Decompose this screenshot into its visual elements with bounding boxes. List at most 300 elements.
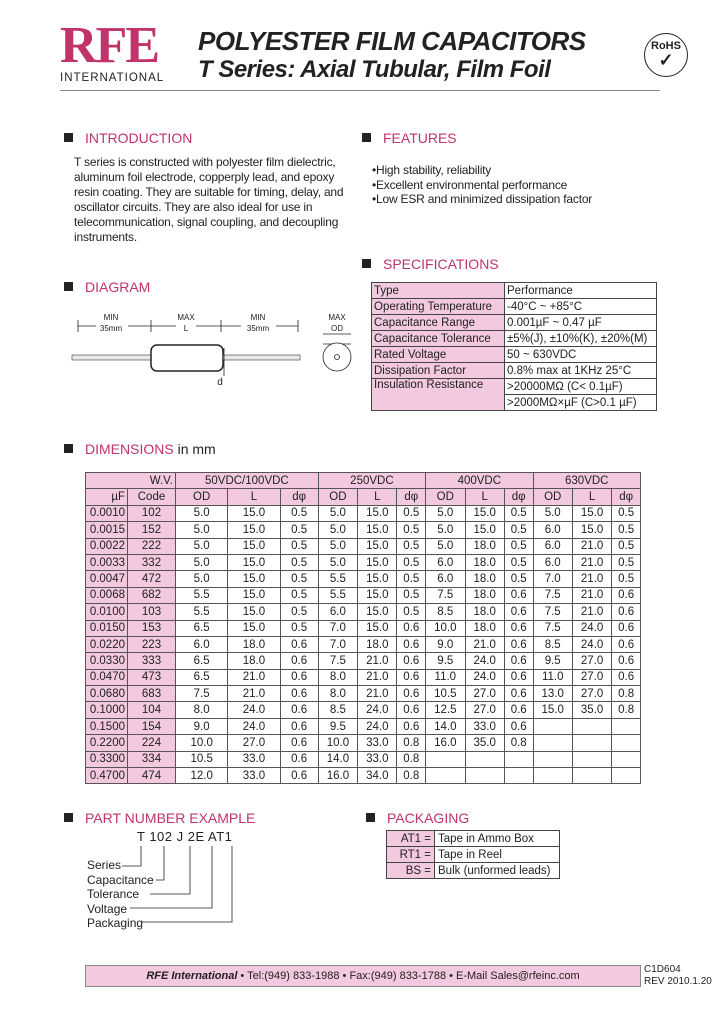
packaging-table — [386, 830, 560, 879]
diagram-d-label: d — [217, 377, 223, 388]
table-cell: 0.5 — [397, 587, 426, 603]
table-cell: 7.0 — [318, 636, 357, 652]
table-cell: 0.0150 — [86, 620, 128, 636]
table-cell: 0.0047 — [86, 571, 128, 587]
table-cell: 0.5 — [612, 554, 641, 570]
table-cell: 14.0 — [318, 751, 357, 767]
bullet-square-icon — [362, 259, 371, 268]
table-cell: 6.5 — [176, 620, 228, 636]
table-cell: 6.0 — [176, 636, 228, 652]
introduction-text: T series is constructed with polyester film dielectric, aluminum foil electrode, copperply lead, and epoxy resin coating. They are suitable for timing, delay, and oscillator circuits. They are also ideal for use in telecommunication, signal coupling, and decoupling instruments. — [74, 155, 344, 244]
diagram-max2-label: MAX — [328, 313, 346, 322]
rohs-badge — [644, 33, 688, 77]
list-item: Packaging — [87, 916, 144, 930]
table-cell: 5.0 — [533, 505, 572, 521]
diagram-min1-value: 35mm — [99, 324, 123, 333]
table-cell: 0.5 — [280, 587, 318, 603]
table-cell: 472 — [128, 571, 176, 587]
column-header: L — [465, 489, 504, 505]
table-cell: 6.5 — [176, 669, 228, 685]
table-cell: 0.5 — [280, 571, 318, 587]
table-cell: 18.0 — [465, 620, 504, 636]
list-item: Voltage — [87, 901, 128, 916]
table-cell: 5.5 — [318, 571, 357, 587]
table-row — [86, 620, 641, 636]
table-cell: 0.6 — [280, 686, 318, 702]
column-header: dφ — [504, 489, 533, 505]
list-item: Series — [87, 858, 122, 872]
table-row: >2000MΩ×µF (C>0.1 µF) — [372, 395, 657, 411]
table-cell: 0.6 — [612, 669, 641, 685]
table-cell: 27.0 — [572, 669, 611, 685]
table-cell: 473 — [128, 669, 176, 685]
table-cell: 0.5 — [280, 554, 318, 570]
table-cell: 0.5 — [397, 538, 426, 554]
table-cell: 7.5 — [533, 620, 572, 636]
column-header: dφ — [280, 489, 318, 505]
table-cell: 5.0 — [176, 571, 228, 587]
table-cell: 10.5 — [176, 751, 228, 767]
company-logo-subtitle: INTERNATIONAL — [60, 72, 165, 84]
table-cell: 24.0 — [465, 653, 504, 669]
table-row — [86, 505, 641, 521]
table-cell: 0.8 — [397, 768, 426, 784]
table-cell: 15.0 — [358, 554, 397, 570]
bullet-square-icon — [64, 282, 73, 291]
table-cell: 12.5 — [426, 702, 465, 718]
table-cell: 0.6 — [280, 768, 318, 784]
table-cell: 224 — [128, 735, 176, 751]
table-cell: 474 — [128, 768, 176, 784]
footer-contact: • Tel:(949) 833-1988 • Fax:(949) 833-1788 • E-Mail Sales@rfeinc.com — [237, 970, 580, 982]
table-cell: 35.0 — [465, 735, 504, 751]
table-cell: 7.0 — [318, 620, 357, 636]
table-row: RT1 = Tape in Reel — [387, 847, 560, 863]
column-header: OD — [426, 489, 465, 505]
table-cell: 8.0 — [318, 686, 357, 702]
table-cell — [612, 768, 641, 784]
table-cell: 0.5 — [280, 505, 318, 521]
table-row: Type Performance — [372, 283, 657, 299]
table-cell — [572, 735, 611, 751]
table-row: Dissipation Factor 0.8% max at 1KHz 25°C — [372, 363, 657, 379]
bullet-square-icon — [64, 813, 73, 822]
table-cell: 6.0 — [426, 554, 465, 570]
company-logo: RFE — [60, 17, 158, 74]
document-code: C1D604 REV 2010.1.20 — [644, 964, 712, 987]
table-cell: 0.6 — [280, 702, 318, 718]
table-cell: 223 — [128, 636, 176, 652]
table-cell: 24.0 — [228, 718, 280, 734]
table-row: Rated Voltage 50 ~ 630VDC — [372, 347, 657, 363]
table-cell: 102 — [128, 505, 176, 521]
table-cell: 27.0 — [572, 653, 611, 669]
table-row: Capacitance Range 0.001µF ~ 0.47 µF — [372, 315, 657, 331]
table-cell: 0.0330 — [86, 653, 128, 669]
table-cell: 21.0 — [358, 669, 397, 685]
table-cell — [465, 751, 504, 767]
table-cell: 683 — [128, 686, 176, 702]
list-item: •Excellent environmental performance — [372, 177, 568, 192]
table-cell: 0.0010 — [86, 505, 128, 521]
part-number-leader-lines — [120, 844, 240, 930]
table-cell: 27.0 — [465, 702, 504, 718]
features-heading: FEATURES — [362, 130, 457, 146]
column-header: L — [572, 489, 611, 505]
table-cell: 15.0 — [572, 505, 611, 521]
table-cell: 15.0 — [358, 587, 397, 603]
table-header-row: W.V. 50VDC/100VDC 250VDC 400VDC 630VDC — [86, 473, 641, 489]
column-header: OD — [176, 489, 228, 505]
table-cell: 222 — [128, 538, 176, 554]
column-header: µF — [86, 489, 128, 505]
table-cell: 0.5 — [397, 505, 426, 521]
table-row — [86, 571, 641, 587]
table-cell: 27.0 — [465, 686, 504, 702]
table-cell: 5.0 — [318, 538, 357, 554]
capacitor-diagram — [66, 308, 366, 398]
table-cell: 15.0 — [228, 620, 280, 636]
table-cell: 8.5 — [426, 604, 465, 620]
dimensions-heading: DIMENSIONS in mm — [64, 441, 216, 457]
table-cell: 0.5 — [280, 604, 318, 620]
table-cell: 0.6 — [504, 636, 533, 652]
table-cell — [572, 718, 611, 734]
table-cell: 153 — [128, 620, 176, 636]
column-header: OD — [318, 489, 357, 505]
table-cell: 21.0 — [228, 686, 280, 702]
table-cell: 18.0 — [465, 538, 504, 554]
list-item: Capacitance — [87, 872, 154, 887]
table-cell: 21.0 — [572, 604, 611, 620]
table-row — [86, 751, 641, 767]
table-cell: 5.0 — [176, 505, 228, 521]
table-cell: 15.0 — [465, 522, 504, 538]
table-cell: 0.0220 — [86, 636, 128, 652]
table-row — [86, 718, 641, 734]
table-cell: 9.0 — [426, 636, 465, 652]
table-cell: 24.0 — [358, 718, 397, 734]
table-cell: 8.0 — [318, 669, 357, 685]
table-cell: 21.0 — [572, 554, 611, 570]
table-cell: 104 — [128, 702, 176, 718]
table-cell — [572, 768, 611, 784]
list-item: Tolerance — [87, 887, 140, 901]
table-cell — [504, 768, 533, 784]
table-cell: 0.6 — [397, 718, 426, 734]
table-cell: 5.0 — [318, 505, 357, 521]
table-cell: 5.5 — [176, 587, 228, 603]
table-cell: 18.0 — [465, 604, 504, 620]
table-cell: 21.0 — [358, 686, 397, 702]
table-cell: 7.0 — [533, 571, 572, 587]
table-cell: 18.0 — [228, 636, 280, 652]
table-cell: 13.0 — [533, 686, 572, 702]
table-cell — [426, 751, 465, 767]
table-cell: 0.5 — [397, 604, 426, 620]
table-cell: 334 — [128, 751, 176, 767]
table-cell: 0.6 — [397, 653, 426, 669]
table-cell: 0.5 — [612, 505, 641, 521]
table-cell: 9.5 — [426, 653, 465, 669]
introduction-heading: INTRODUCTION — [64, 130, 192, 146]
table-cell: 0.6 — [612, 587, 641, 603]
header-divider — [60, 90, 660, 91]
table-cell: 0.6 — [612, 653, 641, 669]
table-cell: 154 — [128, 718, 176, 734]
bullet-square-icon — [362, 133, 371, 142]
table-row — [86, 768, 641, 784]
specifications-table — [371, 282, 657, 411]
table-cell: 5.0 — [176, 522, 228, 538]
list-item: •High stability, reliability — [372, 163, 492, 177]
column-header: L — [228, 489, 280, 505]
table-cell: 7.5 — [533, 604, 572, 620]
table-cell: 682 — [128, 587, 176, 603]
footer-bar — [85, 965, 641, 987]
table-cell: 152 — [128, 522, 176, 538]
table-cell: 0.5 — [612, 571, 641, 587]
table-cell: 0.0068 — [86, 587, 128, 603]
table-cell: 0.8 — [612, 702, 641, 718]
table-cell: 15.0 — [358, 505, 397, 521]
table-row — [86, 686, 641, 702]
table-cell: 0.6 — [280, 718, 318, 734]
table-cell: 15.0 — [358, 604, 397, 620]
table-cell: 0.6 — [280, 636, 318, 652]
table-row: AT1 = Tape in Ammo Box — [387, 831, 560, 847]
table-header-row — [86, 489, 641, 505]
table-cell: 333 — [128, 653, 176, 669]
table-cell: 5.0 — [426, 538, 465, 554]
table-cell: 5.0 — [426, 522, 465, 538]
diagram-heading: DIAGRAM — [64, 279, 150, 295]
table-cell: 21.0 — [465, 636, 504, 652]
table-cell: 15.0 — [228, 505, 280, 521]
table-cell: 24.0 — [572, 636, 611, 652]
table-row — [86, 522, 641, 538]
table-cell: 18.0 — [358, 636, 397, 652]
table-cell: 0.5 — [504, 505, 533, 521]
table-cell: 0.6 — [397, 620, 426, 636]
table-row — [86, 735, 641, 751]
table-cell: 0.6 — [280, 653, 318, 669]
diagram-min2-value: 35mm — [246, 324, 270, 333]
table-cell: 35.0 — [572, 702, 611, 718]
table-cell: 18.0 — [465, 587, 504, 603]
table-cell: 7.5 — [533, 587, 572, 603]
table-cell: 6.0 — [533, 554, 572, 570]
table-cell: 0.1000 — [86, 702, 128, 718]
table-cell: 16.0 — [426, 735, 465, 751]
table-cell: 5.0 — [318, 522, 357, 538]
bullet-square-icon — [64, 133, 73, 142]
table-cell: 0.5 — [397, 554, 426, 570]
table-cell: 0.0015 — [86, 522, 128, 538]
table-cell: 33.0 — [465, 718, 504, 734]
table-cell: 21.0 — [228, 669, 280, 685]
table-cell: 21.0 — [572, 571, 611, 587]
table-cell: 5.5 — [176, 604, 228, 620]
table-cell: 12.0 — [176, 768, 228, 784]
table-cell: 0.6 — [397, 686, 426, 702]
table-cell: 21.0 — [572, 538, 611, 554]
table-cell — [612, 751, 641, 767]
table-cell: 0.4700 — [86, 768, 128, 784]
table-cell: 0.0470 — [86, 669, 128, 685]
table-cell — [572, 751, 611, 767]
table-cell: 15.0 — [358, 538, 397, 554]
table-cell: 15.0 — [228, 554, 280, 570]
table-cell: 0.6 — [504, 702, 533, 718]
table-cell: 0.6 — [397, 702, 426, 718]
diagram-min2-label: MIN — [250, 313, 266, 322]
table-cell: 33.0 — [228, 751, 280, 767]
table-cell: 0.8 — [504, 735, 533, 751]
table-cell: 0.5 — [280, 538, 318, 554]
table-cell — [533, 735, 572, 751]
table-cell — [612, 735, 641, 751]
table-cell: 7.5 — [426, 587, 465, 603]
table-cell: 14.0 — [426, 718, 465, 734]
table-cell: 0.0680 — [86, 686, 128, 702]
table-cell: 0.6 — [504, 587, 533, 603]
table-cell: 6.0 — [533, 522, 572, 538]
table-cell: 11.0 — [426, 669, 465, 685]
table-cell: 15.0 — [358, 620, 397, 636]
specifications-heading: SPECIFICATIONS — [362, 256, 499, 272]
table-row — [86, 636, 641, 652]
table-cell: 0.8 — [397, 751, 426, 767]
table-cell: 0.5 — [504, 538, 533, 554]
table-cell: 15.0 — [465, 505, 504, 521]
table-cell: 0.6 — [504, 620, 533, 636]
table-cell: 0.2200 — [86, 735, 128, 751]
table-row — [86, 702, 641, 718]
table-cell: 0.5 — [504, 522, 533, 538]
list-item: •Low ESR and minimized dissipation factor — [372, 192, 593, 206]
table-cell: 24.0 — [358, 702, 397, 718]
table-row: Insulation Resistance >20000MΩ (C< 0.1µF) — [372, 379, 657, 395]
table-cell: 0.0100 — [86, 604, 128, 620]
table-cell: 10.0 — [426, 620, 465, 636]
table-cell: 6.0 — [318, 604, 357, 620]
table-cell: 15.0 — [533, 702, 572, 718]
table-row — [86, 538, 641, 554]
table-cell: 0.5 — [280, 620, 318, 636]
table-cell: 5.0 — [318, 554, 357, 570]
table-cell: 24.0 — [228, 702, 280, 718]
table-cell: 7.5 — [176, 686, 228, 702]
table-cell: 0.6 — [504, 669, 533, 685]
column-header: dφ — [612, 489, 641, 505]
table-cell: 0.6 — [397, 669, 426, 685]
table-cell: 27.0 — [572, 686, 611, 702]
table-row: Capacitance Tolerance ±5%(J), ±10%(K), ±20%(M) — [372, 331, 657, 347]
table-cell — [504, 751, 533, 767]
bullet-square-icon — [366, 813, 375, 822]
table-cell: 18.0 — [465, 554, 504, 570]
page-subtitle: T Series: Axial Tubular, Film Foil — [198, 56, 551, 83]
table-cell: 332 — [128, 554, 176, 570]
table-cell — [612, 718, 641, 734]
table-cell: 5.5 — [318, 587, 357, 603]
table-cell: 15.0 — [228, 604, 280, 620]
table-cell: 27.0 — [228, 735, 280, 751]
diagram-max1-label: MAX — [177, 313, 195, 322]
table-row — [86, 587, 641, 603]
table-cell: 7.5 — [318, 653, 357, 669]
part-number-example: T 102 J 2E AT1 — [137, 829, 233, 844]
column-header: L — [358, 489, 397, 505]
table-cell — [426, 768, 465, 784]
table-cell — [533, 718, 572, 734]
diagram-max1-value: L — [183, 324, 189, 333]
table-cell: 16.0 — [318, 768, 357, 784]
table-cell: 15.0 — [228, 538, 280, 554]
table-cell: 0.6 — [280, 735, 318, 751]
table-cell: 6.0 — [533, 538, 572, 554]
table-cell: 21.0 — [358, 653, 397, 669]
table-cell: 9.0 — [176, 718, 228, 734]
table-row — [86, 669, 641, 685]
table-cell: 9.5 — [318, 718, 357, 734]
table-cell: 0.6 — [504, 718, 533, 734]
table-cell: 34.0 — [358, 768, 397, 784]
table-cell: 103 — [128, 604, 176, 620]
table-cell: 18.0 — [228, 653, 280, 669]
table-row: Operating Temperature -40°C ~ +85°C — [372, 299, 657, 315]
table-cell: 33.0 — [358, 735, 397, 751]
table-cell: 0.5 — [397, 571, 426, 587]
diagram-max2-value: OD — [331, 324, 343, 333]
table-cell: 0.5 — [504, 554, 533, 570]
page-title: POLYESTER FILM CAPACITORS — [198, 26, 586, 56]
table-cell — [533, 768, 572, 784]
table-cell: 0.1500 — [86, 718, 128, 734]
diagram-min1-label: MIN — [103, 313, 119, 322]
table-cell: 5.0 — [176, 538, 228, 554]
column-header: Code — [128, 489, 176, 505]
table-cell: 18.0 — [465, 571, 504, 587]
table-cell: 0.5 — [612, 538, 641, 554]
table-cell — [465, 768, 504, 784]
check-icon: ✓ — [658, 50, 674, 70]
table-cell: 0.6 — [612, 620, 641, 636]
table-row — [86, 653, 641, 669]
table-cell: 5.0 — [176, 554, 228, 570]
table-cell: 8.0 — [176, 702, 228, 718]
table-cell: 6.5 — [176, 653, 228, 669]
bullet-square-icon — [64, 444, 73, 453]
table-cell: 0.6 — [280, 669, 318, 685]
dimensions-table — [85, 472, 641, 784]
table-cell: 0.5 — [280, 522, 318, 538]
footer-company: RFE International — [146, 970, 238, 982]
table-cell: 15.0 — [228, 587, 280, 603]
table-row — [86, 554, 641, 570]
table-cell: 0.0033 — [86, 554, 128, 570]
table-cell: 15.0 — [228, 571, 280, 587]
table-cell: 0.5 — [504, 571, 533, 587]
table-cell: 8.5 — [318, 702, 357, 718]
table-cell: 0.6 — [612, 636, 641, 652]
table-cell: 0.0022 — [86, 538, 128, 554]
table-cell: 6.0 — [426, 571, 465, 587]
table-cell: 0.8 — [612, 686, 641, 702]
table-cell: 15.0 — [228, 522, 280, 538]
table-cell: 21.0 — [572, 587, 611, 603]
